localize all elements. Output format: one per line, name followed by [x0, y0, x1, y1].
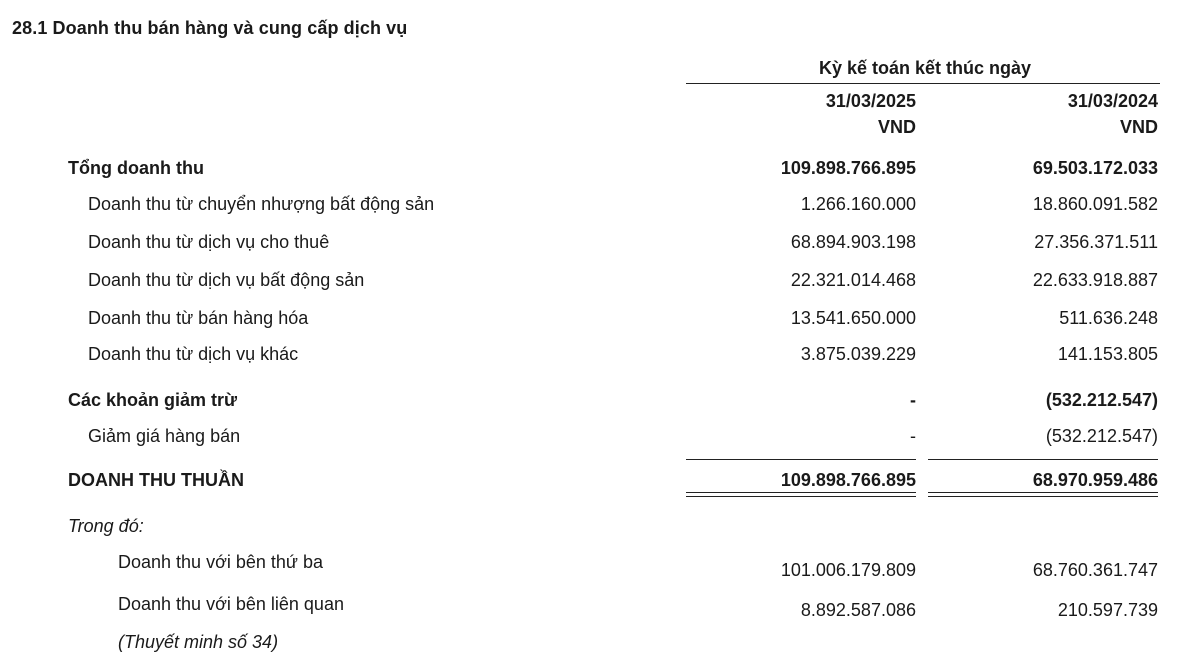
value-2024: 68.970.959.486 [1032, 470, 1158, 490]
value-2025: 109.898.766.895 [780, 470, 916, 490]
table-row [0, 194, 1200, 228]
column-date: 31/03/2025 [825, 91, 916, 111]
column-unit: VND [1119, 117, 1158, 137]
value-2024: (532.212.547) [1045, 390, 1158, 410]
total-double-rule [928, 492, 1158, 497]
value-2025: 8.892.587.086 [800, 600, 916, 620]
column-header-2025 [676, 88, 916, 140]
column-unit: VND [877, 117, 916, 137]
value-2025: - [910, 426, 916, 446]
value-2024: 68.760.361.747 [1032, 560, 1158, 580]
value-2024: 511.636.248 [1059, 308, 1158, 328]
row-label: Giảm giá hàng bán [88, 426, 241, 446]
table-row [0, 308, 1200, 342]
subtotal-rule [928, 459, 1158, 460]
value-2025: 68.894.903.198 [790, 232, 916, 252]
value-2024: 141.153.805 [1057, 344, 1158, 364]
row-label: Tổng doanh thu [68, 158, 204, 178]
value-2024: 210.597.739 [1057, 600, 1158, 620]
value-2024: 69.503.172.033 [1032, 158, 1158, 178]
row-label: Các khoản giảm trừ [68, 390, 238, 410]
value-2024: 18.860.091.582 [1032, 194, 1158, 214]
table-row [0, 426, 1200, 460]
total-double-rule [686, 492, 916, 497]
section-title: 28.1 Doanh thu bán hàng và cung cấp dịch vụ [12, 18, 408, 38]
row-label: Doanh thu với bên thứ ba [118, 552, 323, 572]
value-2024: 27.356.371.511 [1034, 232, 1158, 252]
value-2024: (532.212.547) [1045, 426, 1158, 446]
value-2025: 3.875.039.229 [800, 344, 916, 364]
table-row [0, 594, 1200, 628]
row-label: DOANH THU THUẦN [68, 470, 244, 490]
note-reference: (Thuyết minh số 34) [118, 632, 279, 652]
table-row [0, 344, 1200, 378]
row-label: Doanh thu từ bán hàng hóa [88, 308, 309, 328]
row-label: Doanh thu từ dịch vụ khác [88, 344, 299, 364]
table-row [0, 270, 1200, 304]
row-label: Doanh thu từ dịch vụ cho thuê [88, 232, 330, 252]
value-2025: 109.898.766.895 [780, 158, 916, 178]
period-caption: Kỳ kế toán kết thúc ngày [818, 58, 1032, 78]
column-header-2024 [918, 88, 1158, 140]
value-2025: 1.266.160.000 [800, 194, 916, 214]
column-date: 31/03/2024 [1067, 91, 1158, 111]
period-underline [686, 83, 1160, 84]
value-2025: 13.541.650.000 [790, 308, 916, 328]
table-row [0, 552, 1200, 586]
subtotal-rule [686, 459, 916, 460]
row-label: Doanh thu từ dịch vụ bất động sản [88, 270, 365, 290]
row-label: Doanh thu với bên liên quan [118, 594, 344, 614]
table-row-deductions [0, 390, 1200, 424]
table-row-total-revenue [0, 158, 1200, 192]
value-2025: 22.321.014.468 [790, 270, 916, 290]
row-label: Trong đó: [68, 516, 144, 536]
table-row-net-revenue [0, 470, 1200, 504]
table-row-of-which [0, 516, 1200, 550]
value-2024: 22.633.918.887 [1032, 270, 1158, 290]
table-row-note-reference [0, 632, 1200, 666]
row-label: Doanh thu từ chuyển nhượng bất động sản [88, 194, 435, 214]
value-2025: - [910, 390, 916, 410]
value-2025: 101.006.179.809 [780, 560, 916, 580]
table-row [0, 232, 1200, 266]
